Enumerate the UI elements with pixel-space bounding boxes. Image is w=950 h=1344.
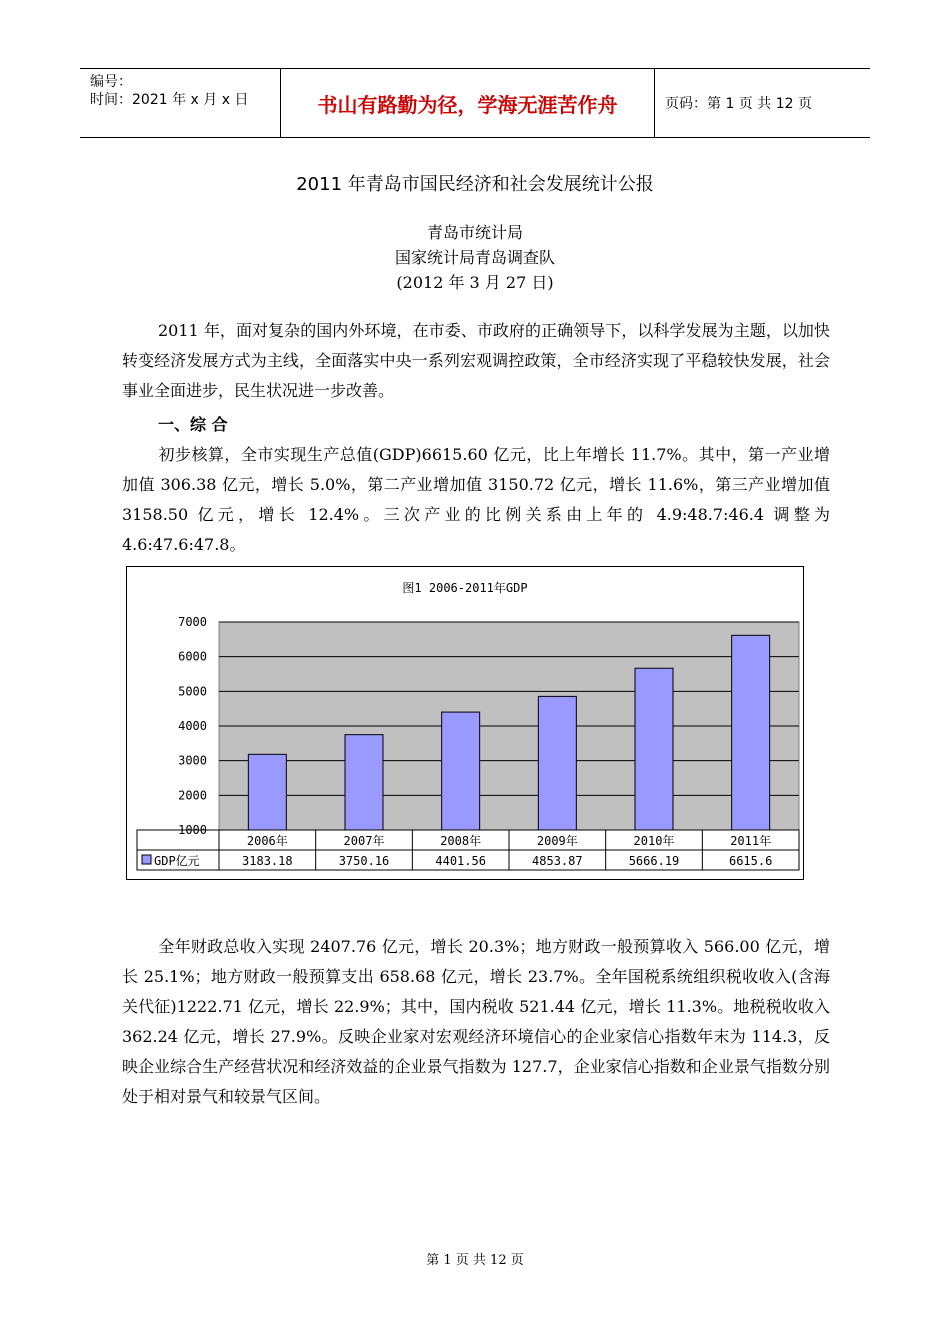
document-title: 2011 年青岛市国民经济和社会发展统计公报 bbox=[296, 174, 654, 195]
finance-text: 全年财政总收入实现 2407.76 亿元，增长 20.3%；地方财政一般预算收入 566.00 亿元，增长 25.1%；地方财政一般预算支出 658.68 亿元，增长 23.7%。全年国税系统组织税收收入(含海关代征)1222.71 亿元，增长 22.9%；其中，国内税收 521.44 亿元，增长 11.3%。地税税收收入 362.24 亿元，增长 27.9%。反映企业家对宏观经济环境信心的企业家信心指数年末为 114.3，反映企业综合生产经营状况和经济效益的企业景气指数为 127.7，企业家信心指数和企业景气指数分别处于相对景气和较景气区间。 bbox=[122, 937, 830, 1106]
document-header bbox=[80, 68, 870, 138]
y-tick-label: 1000 bbox=[178, 823, 207, 837]
y-tick-label: 4000 bbox=[178, 719, 207, 733]
header-page-info: 页码：第 1 页 共 12 页 bbox=[665, 96, 812, 112]
publish-date: (2012 年 3 月 27 日) bbox=[396, 273, 554, 292]
data-label: 4401.56 bbox=[435, 854, 486, 868]
section-heading: 一、综 合 bbox=[158, 415, 228, 434]
org-statistics-bureau: 青岛市统计局 bbox=[426, 223, 523, 242]
header-motto: 书山有路勤为径，学海无涯苦作舟 bbox=[317, 92, 618, 117]
x-tick-label: 2006年 bbox=[246, 834, 288, 848]
y-tick-label: 3000 bbox=[178, 753, 207, 768]
y-tick-label: 7000 bbox=[178, 615, 207, 629]
data-label: 3183.18 bbox=[242, 854, 293, 868]
data-label: 4853.87 bbox=[532, 854, 583, 868]
x-tick-label: 2011年 bbox=[730, 834, 772, 848]
x-tick-label: 2009年 bbox=[536, 834, 578, 848]
chart-title: 图1 2006-2011年GDP bbox=[402, 581, 528, 595]
data-label: 3750.16 bbox=[338, 854, 390, 868]
bar bbox=[248, 754, 286, 830]
x-tick-label: 2008年 bbox=[440, 834, 482, 848]
y-tick-label: 2000 bbox=[178, 788, 207, 803]
bar bbox=[442, 712, 480, 830]
data-label: 6615.6 bbox=[728, 854, 773, 868]
data-label: 5666.19 bbox=[628, 854, 680, 868]
bar bbox=[538, 696, 576, 830]
header-meta bbox=[80, 69, 280, 137]
header-time: 时间：2021 年 x 月 x 日 bbox=[90, 92, 249, 108]
bar bbox=[732, 635, 770, 830]
chart-plot bbox=[127, 567, 803, 879]
bar bbox=[635, 668, 673, 830]
gdp-text: 初步核算，全市实现生产总值(GDP)6615.60 亿元，比上年增长 11.7%。其中，第一产业增加值 306.38 亿元，增长 5.0%，第二产业增加值 3150.72 亿元，增长 11.6%，第三产业增加值 3158.50 亿元，增长 12.4%。三次产业的比例关系由上年的 4.9:48.7:46.4 调整为 4.6:47.6:47.8。 bbox=[122, 445, 830, 554]
org-survey-team: 国家统计局青岛调查队 bbox=[394, 248, 555, 267]
legend-swatch bbox=[142, 855, 151, 864]
y-tick-label: 5000 bbox=[178, 684, 207, 699]
bar bbox=[345, 735, 383, 830]
gdp-chart bbox=[126, 566, 804, 880]
x-tick-label: 2007年 bbox=[343, 834, 385, 848]
finance-paragraph bbox=[122, 932, 830, 1112]
header-number: 编号： bbox=[90, 74, 132, 90]
gdp-paragraph bbox=[122, 440, 830, 560]
intro-text: 2011 年，面对复杂的国内外环境，在市委、市政府的正确领导下，以科学发展为主题，以加快转变经济发展方式为主线，全面落实中央一系列宏观调控政策，全市经济实现了平稳较快发展，社会事业全面进步，民生状况进一步改善。 bbox=[122, 321, 830, 400]
intro-paragraph bbox=[122, 316, 830, 406]
x-tick-label: 2010年 bbox=[633, 834, 675, 848]
y-tick-label: 6000 bbox=[178, 649, 207, 664]
legend-label: GDP亿元 bbox=[154, 854, 200, 868]
page-footer: 第 1 页 共 12 页 bbox=[426, 1253, 524, 1268]
